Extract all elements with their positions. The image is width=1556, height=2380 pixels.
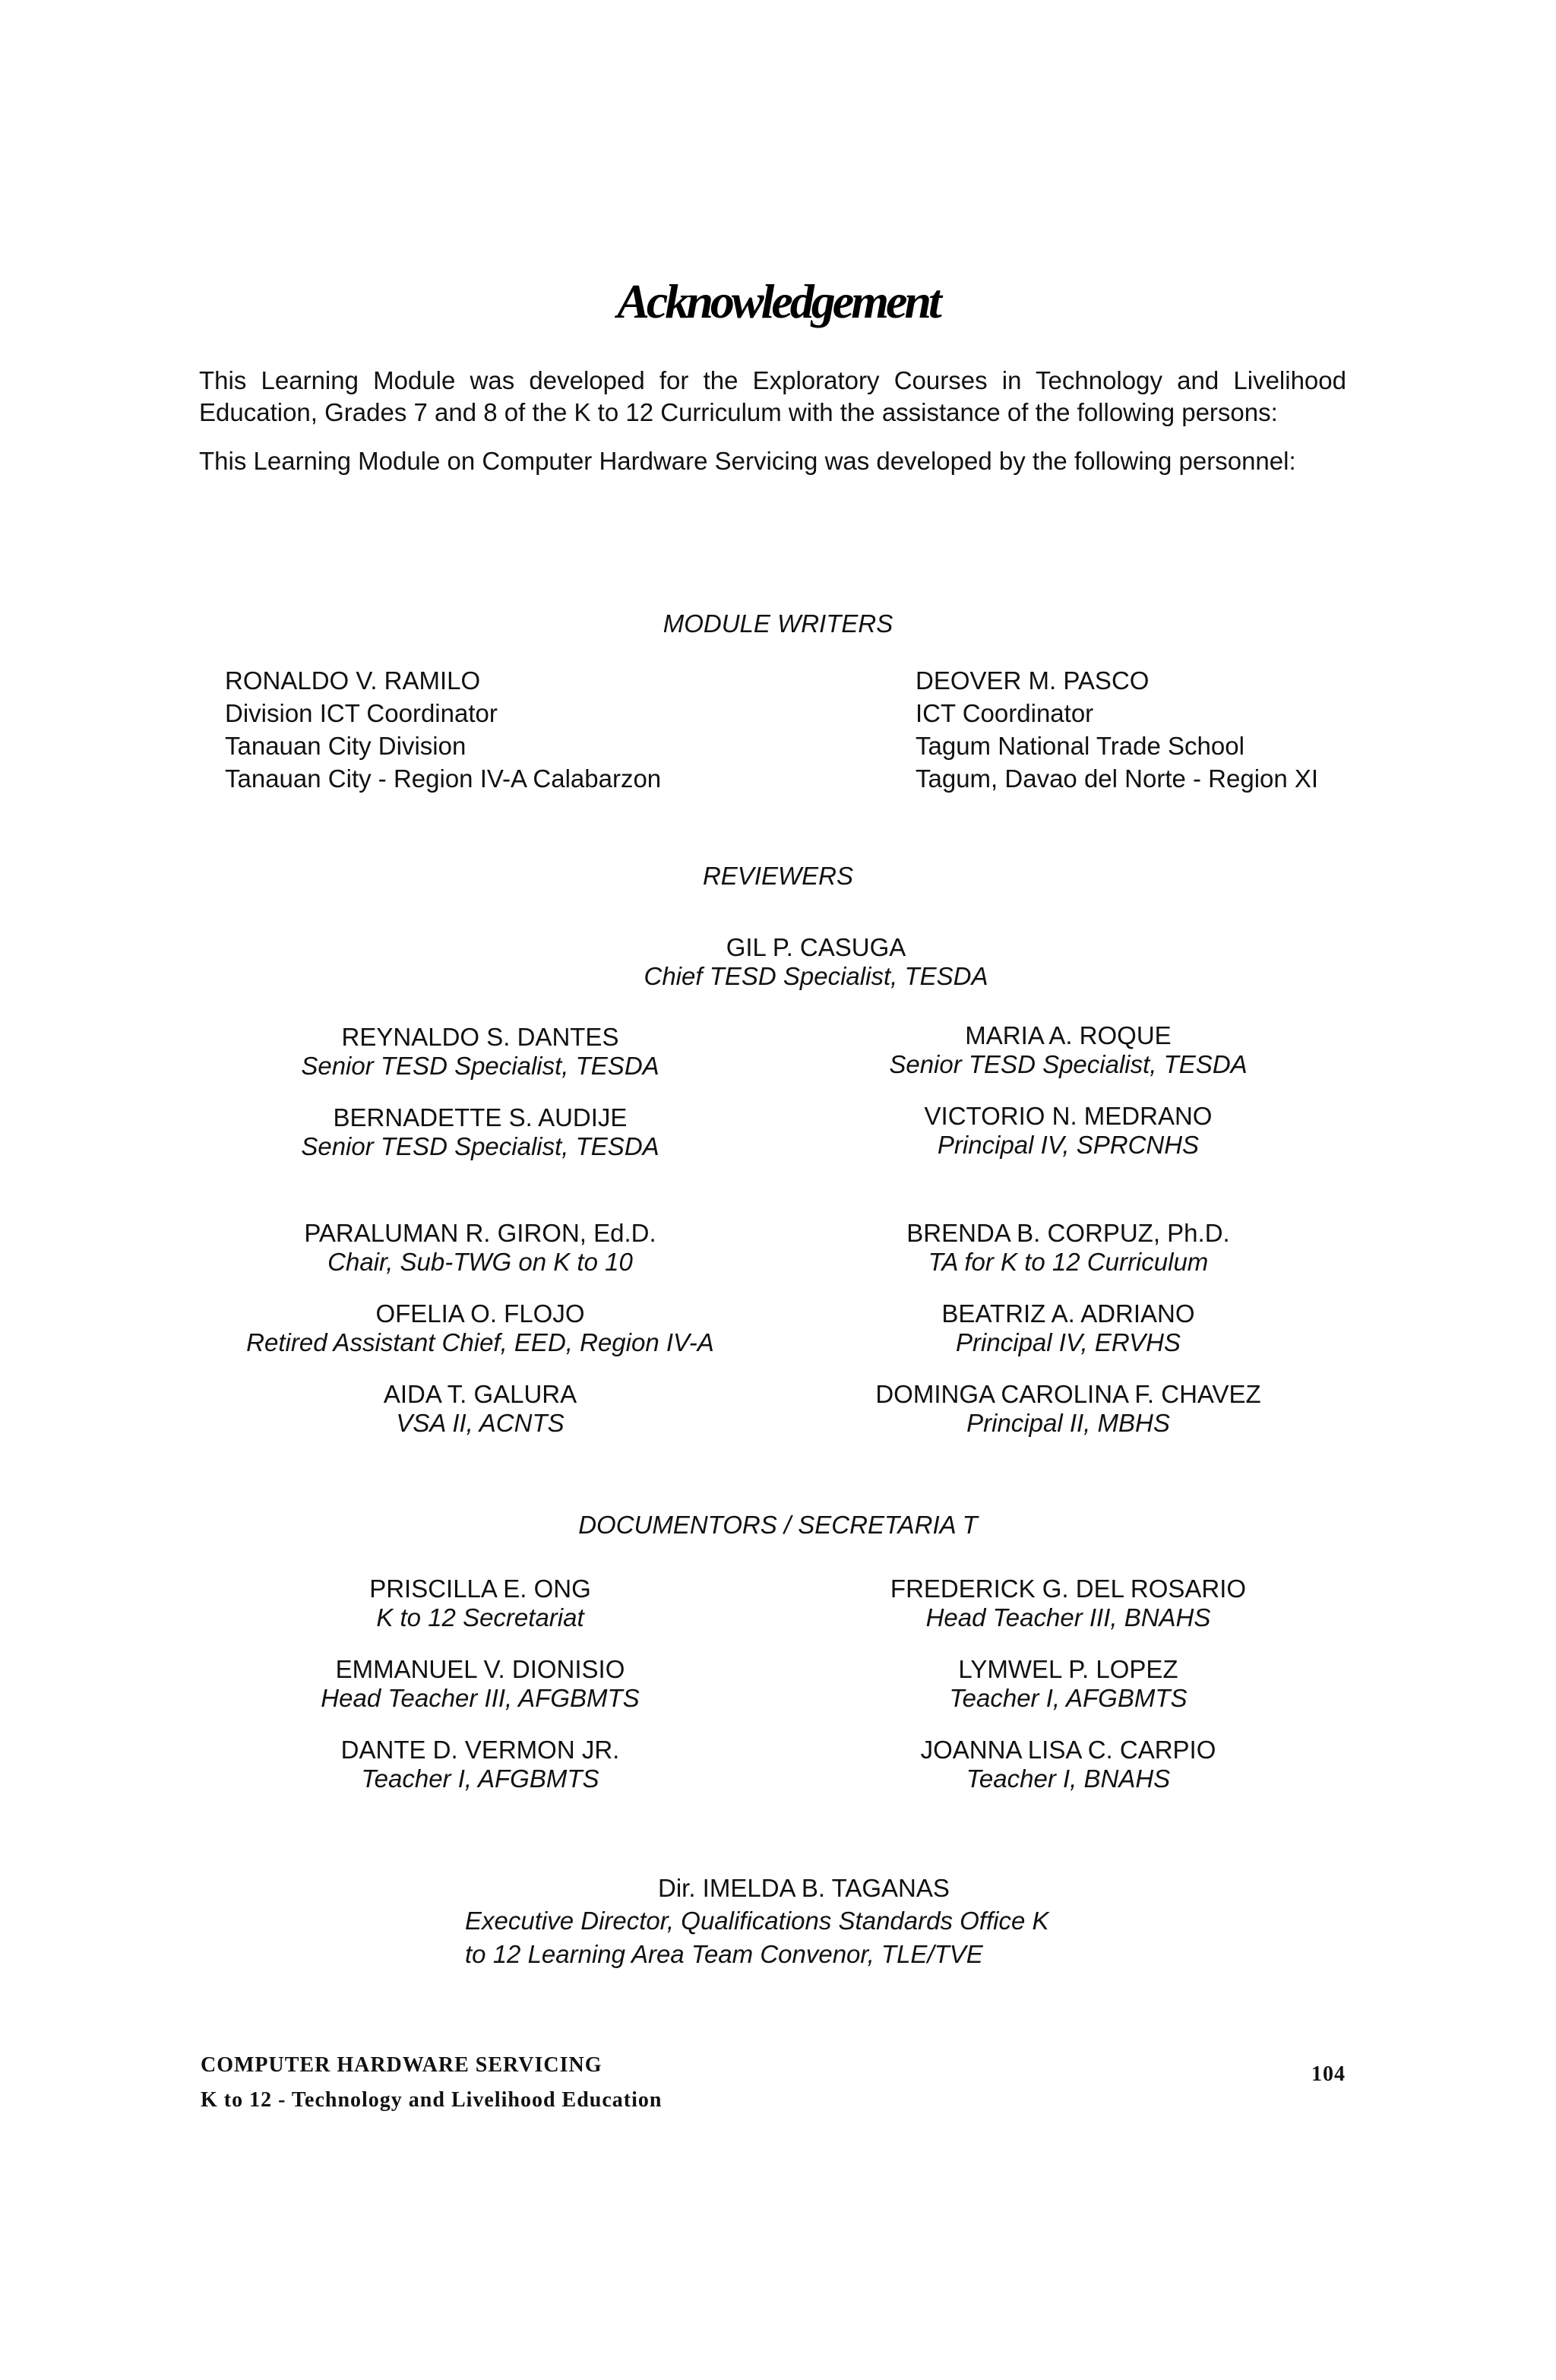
reviewer-left-3 (176, 1219, 784, 1277)
writer-location: Tanauan City - Region IV-A Calabarzon (225, 764, 662, 793)
reviewer-role: Retired Assistant Chief, EED, Region IV-A (246, 1328, 714, 1356)
writer-location: Tagum, Davao del Norte - Region XI (916, 764, 1319, 793)
documentor-role: Teacher I, AFGBMTS (361, 1764, 599, 1793)
reviewer-role: TA for K to 12 Curriculum (928, 1248, 1209, 1276)
reviewer-role: Senior TESD Specialist, TESDA (301, 1132, 659, 1160)
reviewer-name: BERNADETTE S. AUDIJE (333, 1103, 628, 1131)
director-role-line-2: to 12 Learning Area Team Convenor, TLE/TVE (465, 1940, 983, 1968)
intro-paragraph-2: This Learning Module on Computer Hardware Servicing was developed by the following personnel: (199, 447, 1296, 475)
footer-title: COMPUTER HARDWARE SERVICING (201, 2053, 602, 2077)
reviewer-left-4 (176, 1299, 784, 1357)
documentor-role: Head Teacher III, BNAHS (925, 1603, 1211, 1632)
documentor-name: EMMANUEL V. DIONISIO (335, 1655, 625, 1683)
reviewer-role: Senior TESD Specialist, TESDA (301, 1052, 659, 1080)
writer-name: RONALDO V. RAMILO (225, 666, 481, 695)
reviewer-name: MARIA A. ROQUE (965, 1021, 1172, 1049)
documentor-name: LYMWEL P. LOPEZ (958, 1655, 1178, 1683)
writer-position: Division ICT Coordinator (225, 699, 498, 727)
reviewer-right-5 (764, 1380, 1372, 1438)
documentor-name: JOANNA LISA C. CARPIO (920, 1736, 1216, 1764)
director-name: Dir. IMELDA B. TAGANAS (658, 1874, 950, 1902)
reviewer-name: AIDA T. GALURA (383, 1380, 577, 1408)
reviewer-role: Principal II, MBHS (966, 1409, 1170, 1437)
reviewer-right-1 (764, 1021, 1372, 1079)
documentor-left-1 (176, 1575, 784, 1632)
documentor-name: FREDERICK G. DEL ROSARIO (890, 1575, 1247, 1603)
documentor-role: Teacher I, AFGBMTS (949, 1684, 1188, 1712)
intro-paragraph-1: This Learning Module was developed for the Exploratory Courses in Technology and Livelihood Education, Grades 7 and 8 of the K to 12 Curriculum with the assistance of the following persons: (199, 366, 1346, 426)
reviewer-name: GIL P. CASUGA (726, 933, 906, 961)
reviewer-role: Chief TESD Specialist, TESDA (644, 962, 988, 990)
documentor-right-2 (764, 1655, 1372, 1713)
reviewer-left-5 (176, 1380, 784, 1438)
documentor-right-1 (764, 1575, 1372, 1632)
reviewer-left-1 (176, 1023, 784, 1081)
reviewer-name: BRENDA B. CORPUZ, Ph.D. (906, 1219, 1230, 1247)
reviewer-left-2 (176, 1103, 784, 1161)
director-role (465, 1904, 1049, 1971)
module-writer-right (916, 664, 1318, 795)
documentor-name: PRISCILLA E. ONG (369, 1575, 591, 1603)
reviewer-role: Senior TESD Specialist, TESDA (889, 1050, 1248, 1078)
footer-subtitle: K to 12 - Technology and Livelihood Education (201, 2088, 663, 2112)
documentor-left-2 (176, 1655, 784, 1713)
reviewer-name: OFELIA O. FLOJO (375, 1299, 585, 1328)
reviewer-role: Principal IV, SPRCNHS (937, 1131, 1200, 1159)
director-role-line-1: Executive Director, Qualifications Standards Office K (465, 1907, 1049, 1935)
reviewer-role: VSA II, ACNTS (396, 1409, 565, 1437)
page-title: Acknowledgement (617, 274, 939, 328)
reviewer-name: PARALUMAN R. GIRON, Ed.D. (304, 1219, 656, 1247)
writer-position: ICT Coordinator (916, 699, 1094, 727)
reviewer-right-4 (764, 1299, 1372, 1357)
documentor-right-3 (764, 1736, 1372, 1793)
documentors-heading: DOCUMENTORS / SECRETARIA T (578, 1511, 978, 1539)
page-number: 104 (1311, 2062, 1346, 2086)
documentor-role: Teacher I, BNAHS (966, 1764, 1171, 1793)
reviewer-role: Chair, Sub-TWG on K to 10 (327, 1248, 633, 1276)
module-writers-heading: MODULE WRITERS (663, 609, 893, 638)
reviewer-center (512, 933, 1120, 991)
documentor-role: K to 12 Secretariat (376, 1603, 584, 1632)
writer-division: Tanauan City Division (225, 732, 466, 760)
reviewer-role: Principal IV, ERVHS (956, 1328, 1181, 1356)
writer-school: Tagum National Trade School (916, 732, 1244, 760)
reviewers-heading: REVIEWERS (702, 862, 854, 890)
documentor-name: DANTE D. VERMON JR. (340, 1736, 620, 1764)
reviewer-name: VICTORIO N. MEDRANO (924, 1102, 1213, 1130)
reviewer-name: DOMINGA CAROLINA F. CHAVEZ (875, 1380, 1261, 1408)
reviewer-name: REYNALDO S. DANTES (341, 1023, 619, 1051)
reviewer-name: BEATRIZ A. ADRIANO (941, 1299, 1195, 1328)
documentor-role: Head Teacher III, AFGBMTS (321, 1684, 640, 1712)
reviewer-right-2 (764, 1102, 1372, 1160)
documentor-left-3 (176, 1736, 784, 1793)
module-writer-left (225, 664, 661, 795)
writer-name: DEOVER M. PASCO (916, 666, 1150, 695)
reviewer-right-3 (764, 1219, 1372, 1277)
